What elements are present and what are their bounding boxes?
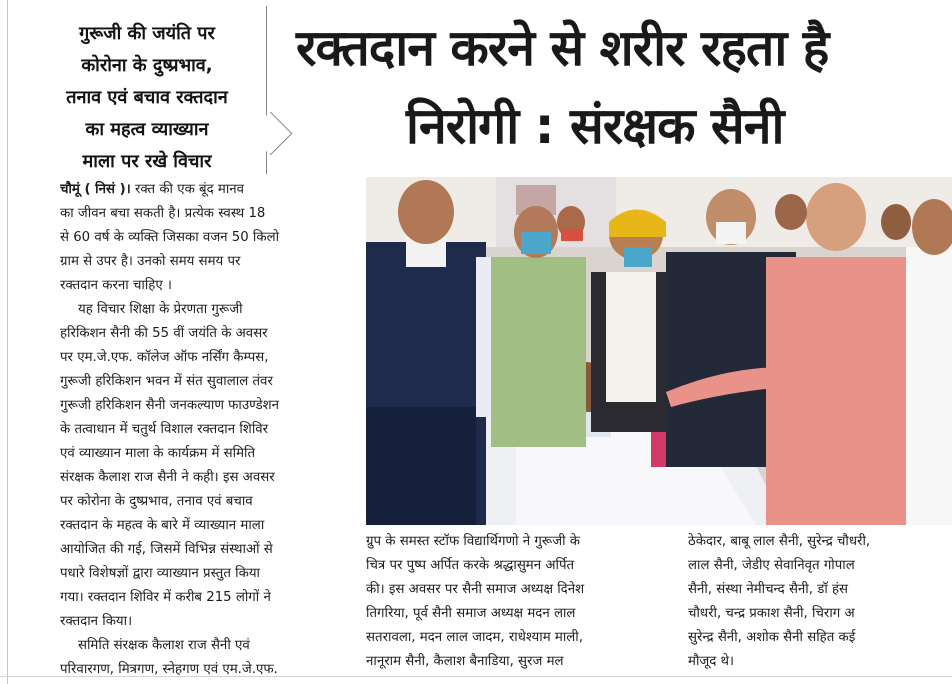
callout-line: तनाव एवं बचाव रक्तदान <box>66 87 228 108</box>
article-line: रक्तदान किया। <box>60 614 133 629</box>
article-line: ग्राम से उपर है। उनको समय समय पर <box>60 254 241 269</box>
article-line: यह विचार शिक्षा के प्रेरणता गुरूजी <box>78 302 243 317</box>
article-column-left <box>60 178 356 682</box>
article-line: चौधरी, चन्द्र प्रकाश सैनी, चिराग अ <box>688 606 855 621</box>
article-line: रक्तदान के महत्व के बारे में व्याख्यान माला <box>60 518 265 533</box>
article-line: मौजूद थे। <box>688 654 735 669</box>
callout-line: कोरोना के दुष्प्रभाव, <box>81 55 213 76</box>
article-line: गया। रक्तदान शिविर में करीब 215 लोगों ने <box>60 590 271 605</box>
headline-line-2: निरोगी : संरक्षक सैनी <box>406 97 784 155</box>
article-line: एवं व्याख्यान माला के कार्यक्रम में समिति <box>60 446 256 461</box>
article-line: पधारे विशेषज्ञों द्वारा व्याख्यान प्रस्तुत किया <box>60 566 260 581</box>
article-line: पर एम.जे.एफ. कॉलेज ऑफ नर्सिंग कैम्पस, <box>60 350 269 365</box>
callout-line: का महत्व व्याख्यान <box>85 119 209 140</box>
article-line <box>60 178 356 202</box>
dateline: चौमूं ( निसं )। <box>60 182 131 197</box>
article-text: रक्त की एक बूंद मानव <box>134 182 245 197</box>
article-line: समिति संरक्षक कैलाश राज सैनी एवं <box>78 638 250 653</box>
article-line: सैनी, संस्था नेमीचन्द सैनी, डॉ हंस <box>688 582 849 597</box>
article-line: की। इस अवसर पर सैनी समाज अध्यक्ष दिनेश <box>366 582 585 597</box>
article-line: से 60 वर्ष के व्यक्ति जिसका वजन 50 किलो <box>60 230 280 245</box>
article-line: गुरूजी हरिकिशन भवन में संत सुवालाल तंवर <box>60 374 273 389</box>
article-column-middle <box>366 530 666 674</box>
article-line: के तत्वाधान में चतुर्थ विशाल रक्तदान शिविर <box>60 422 269 437</box>
article-line: ग्रुप के समस्त स्टॉफ विद्यार्थिगणो ने गुरूजी के <box>366 534 580 549</box>
article-line: रक्तदान करना चाहिए । <box>60 278 172 293</box>
article-column-right <box>688 530 952 674</box>
article-line: चित्र पर पुष्प अर्पित करके श्रद्धासुमन अर्पित <box>366 558 575 573</box>
blood-donation-photo <box>366 177 952 525</box>
article-line: तिगरिया, पूर्व सैनी समाज अध्यक्ष मदन लाल <box>366 606 576 621</box>
article-line: का जीवन बचा सकती है। प्रत्येक स्वस्थ 18 <box>60 206 266 221</box>
article-line: संरक्षक कैलाश राज सैनी ने कही। इस अवसर <box>60 470 275 485</box>
callout-line: माला पर रखे विचार <box>82 151 212 172</box>
callout-line: गुरूजी की जयंति पर <box>79 23 215 44</box>
article-line: लाल सैनी, जेडीए सेवानिवृत गोपाल <box>688 558 855 573</box>
headline-line-1: रक्तदान करने से शरीर रहता है <box>296 19 829 77</box>
article-line: परिवारगण, मित्रगण, स्नेहगण एवं एम.जे.एफ. <box>60 662 278 677</box>
article-line: सतरावला, मदन लाल जादम, राधेश्याम माली, <box>366 630 583 645</box>
article-line: गुरूजी हरिकिशन सैनी जनकल्याण फाउण्डेशन <box>60 398 280 413</box>
headline-area <box>0 0 952 175</box>
article-line: सुरेन्द्र सैनी, अशोक सैनी सहित कई <box>688 630 856 645</box>
article-line: नानूराम सैनी, कैलाश बैनाडिया, सुरज मल <box>366 654 564 669</box>
news-photo <box>366 177 952 525</box>
article-line: ठेकेदार, बाबू लाल सैनी, सुरेन्द्र चौधरी, <box>688 534 871 549</box>
article-line: आयोजित की गई, जिसमें विभिन्न संस्थाओं से <box>60 542 273 557</box>
article-line: पर कोरोना के दुष्प्रभाव, तनाव एवं बचाव <box>60 494 253 509</box>
article-line: हरिकिशन सैनी की 55 वीं जयंति के अवसर <box>60 326 268 341</box>
